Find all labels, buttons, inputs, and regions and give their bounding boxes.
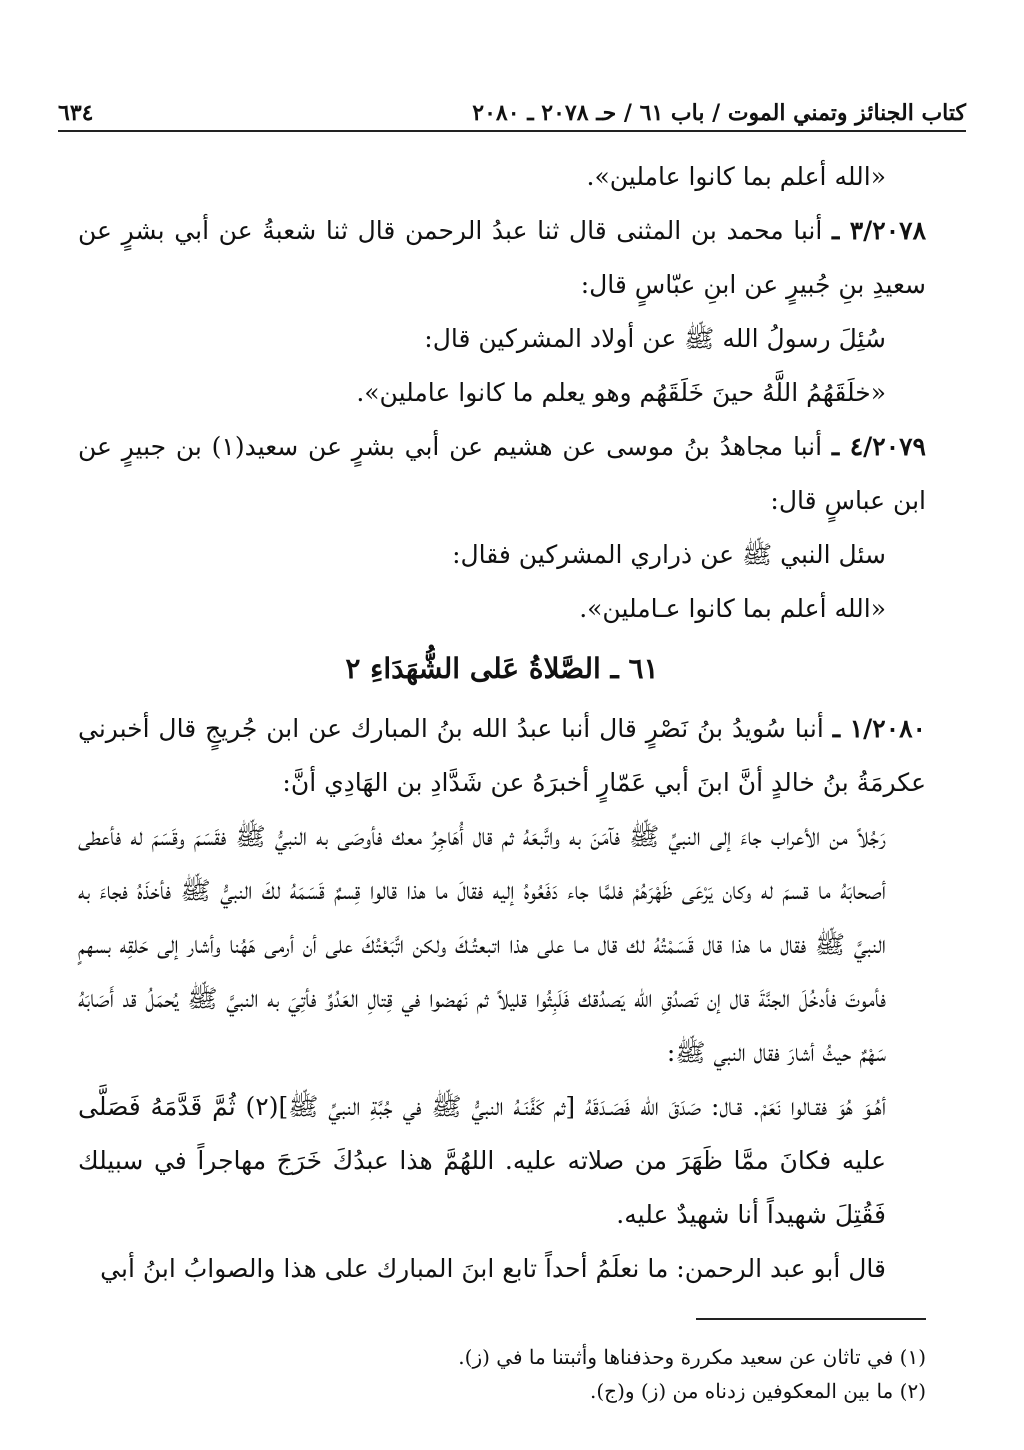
hadith-number: ٤/٢٠٧٩ ـ bbox=[831, 432, 926, 461]
hadith-text: أنبا سُويدُ بنُ نَصْرٍ قال أنبا عبدُ الله بنُ المبارك عن ابن جُريجٍ قال أخبرني عكرمَةُ بنُ خالدٍ أنَّ ابنَ أبي عَمّارٍ أخبرَهُ عن شَدَّادِ بن الهَادِي أنَّ: bbox=[78, 714, 926, 797]
text-line: «الله أعلم بما كانوا عـاملين». bbox=[579, 594, 886, 623]
paragraph: رَجُلاً من الأعراب جاءَ إلى النبيِّ ﷺ فآمَنَ به واتَّبعَهُ ثم قال أُهَاجِرُ معك فأوصَى به النبيُّ ﷺ فقَسَمَ وقَسَمَ له فأعطى أصحابَهُ ما قسمَ له وكان يَرْعَى ظَهْرَهُمْ فلمَّا جاء دَفَعُوهُ إليه فقالَ ما هذا قالوا قِسمٌ قَسَمَهُ لكَ النبيُّ ﷺ فأخذَهُ فجاءَ به النبيَّ ﷺ فقال ما هذا قال قَسَمْتُهُ لك قال مـا على هذا اتبعتُـكَ ولكن اتَّبَعْتُكَ على أن أرمى هَهُنا وأشار إلى حَلقِه بسهمٍ فأموتَ فأدخُلَ الجنَّةَ قال إن تَصدُقِ الله يَصدُقك فَلَبِثُوا قليلاً ثم نَهضوا في قِتالِ العَدُوِّ فأتِيَ به النبيَّ ﷺ يُحمَلُ قد أَصَابَهُ سَهْمٌ حيثُ أشارَ فقال النبي ﷺ: bbox=[78, 822, 886, 1067]
chapter-heading: ٦١ ـ الصَّلاةُ عَلى الشُّهَدَاءِ ٢ bbox=[345, 652, 659, 685]
text-line: «خلَقَهُمُ اللَّهُ حينَ خَلَقَهُم وهو يعلم ما كانوا عاملين». bbox=[356, 378, 886, 407]
hadith-2080 bbox=[78, 702, 926, 810]
footnote-1: (١) في تاثان عن سعيد مكررة وحذفناها وأثبتنا ما في (ز). bbox=[458, 1345, 926, 1369]
text-line: «الله أعلم بما كانوا عاملين». bbox=[586, 162, 886, 191]
hadith-number: ١/٢٠٨٠ ـ bbox=[832, 714, 926, 743]
page-number: ٦٣٤ bbox=[58, 100, 94, 126]
page-body bbox=[78, 150, 926, 1296]
footnote-2: (٢) ما بين المعكوفين زدناه من (ز) و(ج). bbox=[590, 1379, 926, 1403]
footnotes bbox=[200, 1340, 926, 1408]
hadith-number: ٣/٢٠٧٨ ـ bbox=[832, 216, 927, 245]
running-header bbox=[58, 90, 966, 132]
text-line: سئل النبي ﷺ عن ذراري المشركين فقال: bbox=[452, 540, 886, 569]
footnote-divider bbox=[696, 1318, 926, 1320]
hadith-2078 bbox=[78, 204, 926, 312]
paragraph: أهُـوَ هُوَ فقـالوا نَعَمْ. قـال: صَدَقَ الله فَصَـدَقَهُ [ثم كَفَّنَـهُ النبيُّ ﷺ في جُبَّةِ النبيِّ ﷺ](٢) ثُمَّ قَدَّمَهُ فَصَلَّى عليه فكانَ ممَّا ظَهَرَ من صلاته عليه. اللهُمَّ هذا عبدُكَ خَرَجَ مهاجراً في سبيلك فَقُتِلَ شهيداً أنا شهيدٌ عليه. bbox=[78, 1092, 886, 1229]
hadith-text: أنبا محمد بن المثنى قال ثنا عبدُ الرحمن قال ثنا شعبةُ عن أبي بشرٍ عن سعيدِ بنِ جُبيرٍ عن ابنِ عبّاسٍ قال: bbox=[78, 216, 926, 299]
header-title: كتاب الجنائز وتمني الموت / باب ٦١ / حـ ٢٠٧٨ ـ ٢٠٨٠ bbox=[472, 100, 966, 126]
text-line: سُئِلَ رسولُ الله ﷺ عن أولاد المشركين قال: bbox=[424, 324, 886, 353]
paragraph: قال أبو عبد الرحمن: ما نعلَمُ أحداً تابع ابنَ المبارك على هذا والصوابُ ابنُ أبي bbox=[100, 1254, 886, 1283]
hadith-2079 bbox=[78, 420, 926, 528]
hadith-text: أنبا مجاهدُ بنُ موسى عن هشيم عن أبي بشرٍ عن سعيد(١) بن جبيرٍ عن ابن عباسٍ قال: bbox=[78, 432, 926, 515]
